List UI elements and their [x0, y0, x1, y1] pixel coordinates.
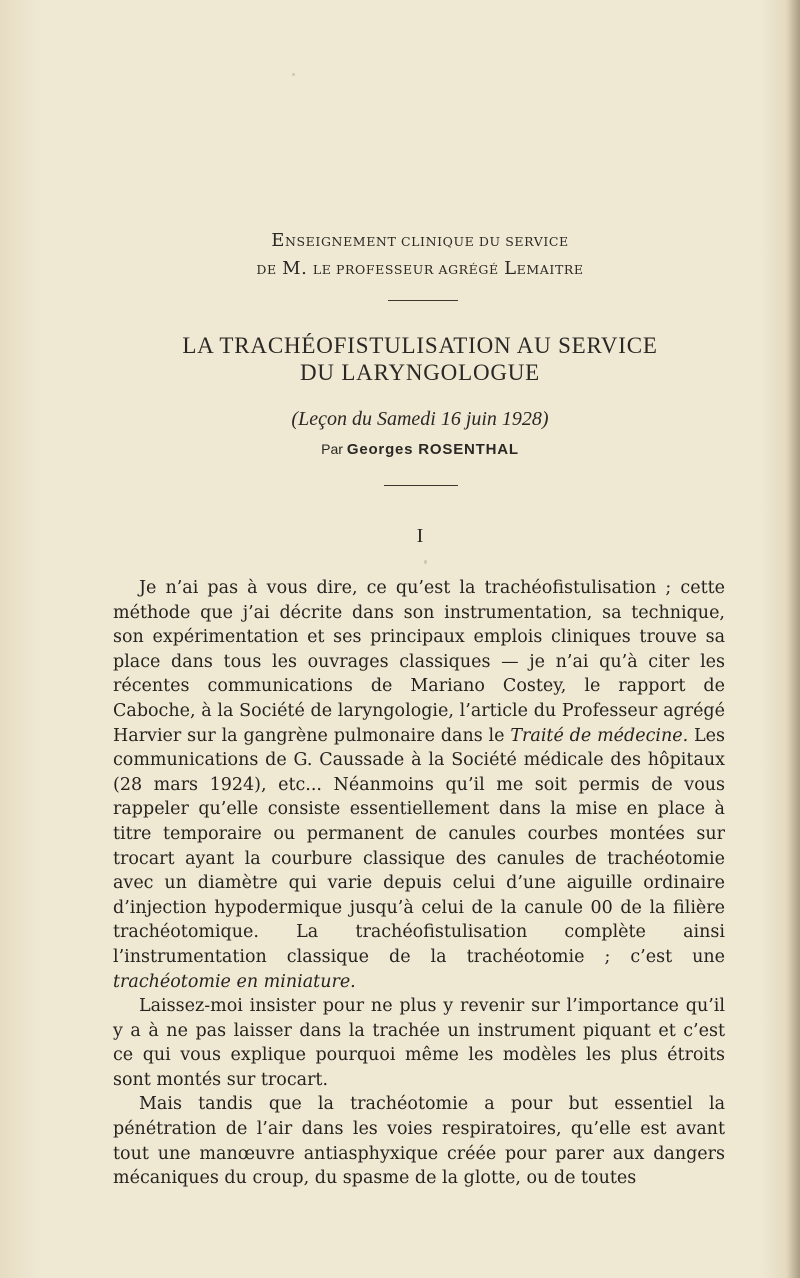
lecon-date: (Leçon du Samedi 16 juin 1928) [291, 408, 549, 430]
paragraph-3: Mais tandis que la trachéotomie a pour but essentiel la pénétration de l’air dans les voies respiratoires, qu’elle est avant tout une manœuvre antiasphyxique créée pour parer aux dangers mécaniques du croup, du spasme de la glotte, ou de toutes [113, 1094, 725, 1189]
byline-par: Par [321, 441, 343, 457]
italic-phrase: trachéotomie en miniature. [113, 971, 356, 992]
section-number: I [416, 525, 424, 547]
byline-author: Georges ROSENTHAL [346, 441, 519, 458]
speck [424, 560, 427, 564]
page-edge-shadow [786, 0, 800, 1278]
article-title-line-2: DU LARYNGOLOGUE [299, 360, 541, 385]
paragraph-2: Laissez-moi insister pour ne plus y revenir sur l’importance qu’il y a à ne pas laisser dans la trachée un instrument piquant et c’est ce qui vous explique pourquoi même les modèles les plus étroits sont montés sur trocart. [113, 996, 725, 1090]
body-text [113, 576, 725, 1191]
article-title-line-1: LA TRACHÉOFISTULISATION AU SERVICE [182, 333, 658, 358]
divider-rule [384, 485, 458, 486]
header-line-2: DE M. LE PROFESSEUR AGRÉGÉ LEMAITRE [256, 258, 584, 279]
speck [292, 73, 295, 76]
divider-rule [388, 300, 458, 301]
paragraph-1: Je n’ai pas à vous dire, ce qu’est la trachéofistulisation ; cette méthode que j’ai décrite dans son instrumentation, sa technique, son expérimentation et ses principaux emplois cliniques trouve sa place dans tous les ouvrages classiques — je n’ai qu’à citer les récentes communications de Mariano Costey, le rapport de Caboche, à la Société de laryngologie, l’article du Professeur agrégé Harvier sur la gangrène pulmonaire dans le Traité de médecine. Les communications de G. Caussade à la Société médicale des hôpitaux (28 mars 1924), etc... Néanmoins qu’il me soit permis de vous rappeler qu’elle consiste essentiellement dans la mise en place à titre temporaire ou permanent de canules courbes montées sur trocart ayant la courbure classique des canules de trachéotomie avec un diamètre qui varie depuis celui d’une aiguille ordinaire d’injection hypodermique jusqu’à celui de la canule 00 de la filière trachéotomique. La trachéofistulisation complète ainsi l’instrumentation classique de la trachéotomie ; c’est une trachéotomie en miniature. [113, 578, 725, 992]
byline [0, 441, 800, 458]
header-line-1: ENSEIGNEMENT CLINIQUE DU SERVICE [271, 230, 569, 251]
italic-title: Traité de médecine. [510, 725, 689, 746]
